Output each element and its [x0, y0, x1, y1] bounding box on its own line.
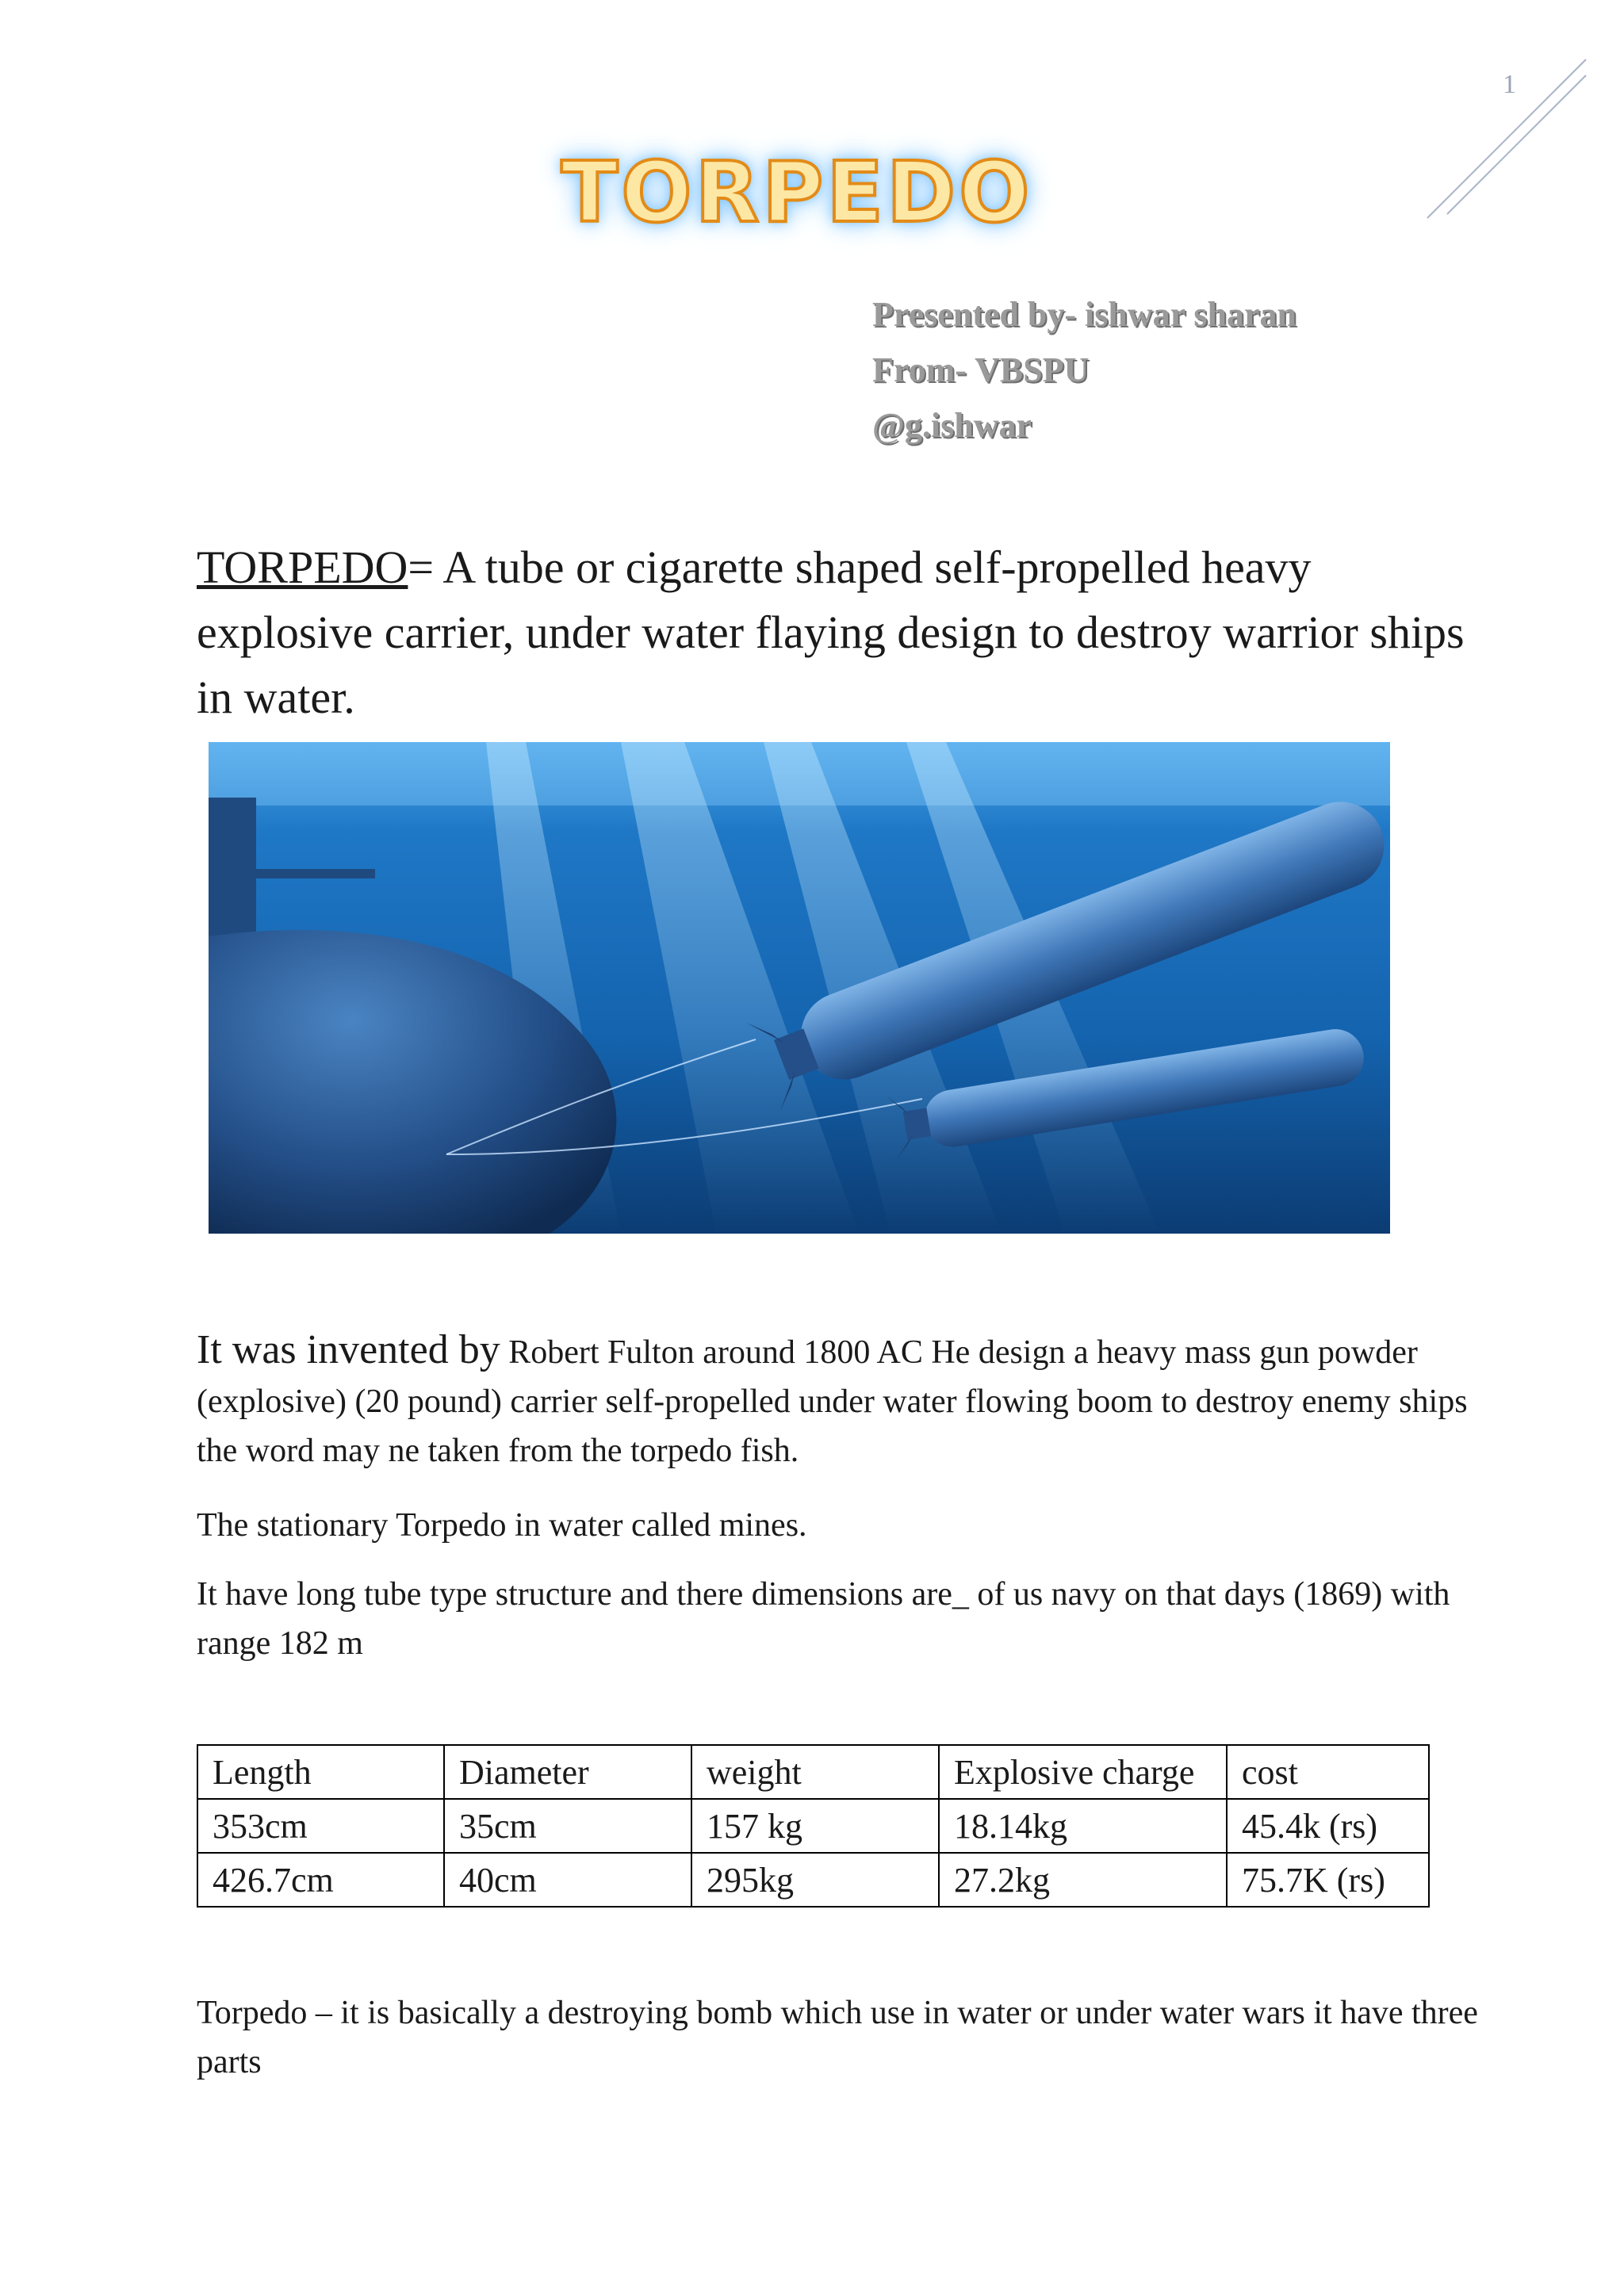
invention-text: Robert Fulton around 1800 AC He design a heavy mass gun powder (explosive) (20 pound) carrier self-propelled under water flowing boom to destroy enemy ships the word may ne taken from the torpedo fish. — [197, 1334, 1468, 1469]
definition-term: TORPEDO — [197, 541, 408, 593]
table-cell: 40cm — [444, 1853, 691, 1907]
table-cell: 157 kg — [691, 1799, 939, 1853]
table-cell: 27.2kg — [939, 1853, 1227, 1907]
closing-paragraph: Torpedo – it is basically a destroying bomb which use in water or under water wars it have three parts — [197, 1995, 1478, 2080]
definition-paragraph — [197, 535, 1473, 730]
dimensions-paragraph: It have long tube type structure and there dimensions are_ of us navy on that days (1869) with range 182 m — [197, 1576, 1450, 1662]
table-header-cell: Explosive charge — [939, 1745, 1227, 1799]
presenter-name: Presented by- ishwar sharan — [872, 295, 1297, 334]
table-header-cell: cost — [1227, 1745, 1429, 1799]
table-cell: 426.7cm — [197, 1853, 444, 1907]
table-cell: 295kg — [691, 1853, 939, 1907]
specs-table — [197, 1744, 1430, 1908]
presenter-institution: From- VBSPU — [872, 350, 1090, 389]
table-header-cell: Diameter — [444, 1745, 691, 1799]
page-number: 1 — [1503, 70, 1516, 99]
mines-paragraph: The stationary Torpedo in water called mines. — [197, 1507, 807, 1544]
table-cell: 35cm — [444, 1799, 691, 1853]
table-cell: 45.4k (rs) — [1227, 1799, 1429, 1853]
document-title: TORPEDO — [561, 144, 1033, 241]
table-row — [197, 1853, 1429, 1907]
table-cell: 18.14kg — [939, 1799, 1227, 1853]
presenter-handle: @g.ishwar — [872, 406, 1032, 445]
definition-text: = A tube or cigarette shaped self-propelled heavy explosive carrier, under water flaying design to destroy warrior ships in water. — [197, 541, 1465, 723]
table-header-cell: weight — [691, 1745, 939, 1799]
torpedo-photo — [209, 742, 1390, 1234]
table-cell: 75.7K (rs) — [1227, 1853, 1429, 1907]
table-cell: 353cm — [197, 1799, 444, 1853]
invention-paragraph — [197, 1326, 1481, 1475]
table-header-cell: Length — [197, 1745, 444, 1799]
table-row — [197, 1799, 1429, 1853]
presenter-block — [872, 287, 1297, 453]
table-header-row — [197, 1745, 1429, 1799]
invention-lead: It was invented by — [197, 1327, 500, 1372]
